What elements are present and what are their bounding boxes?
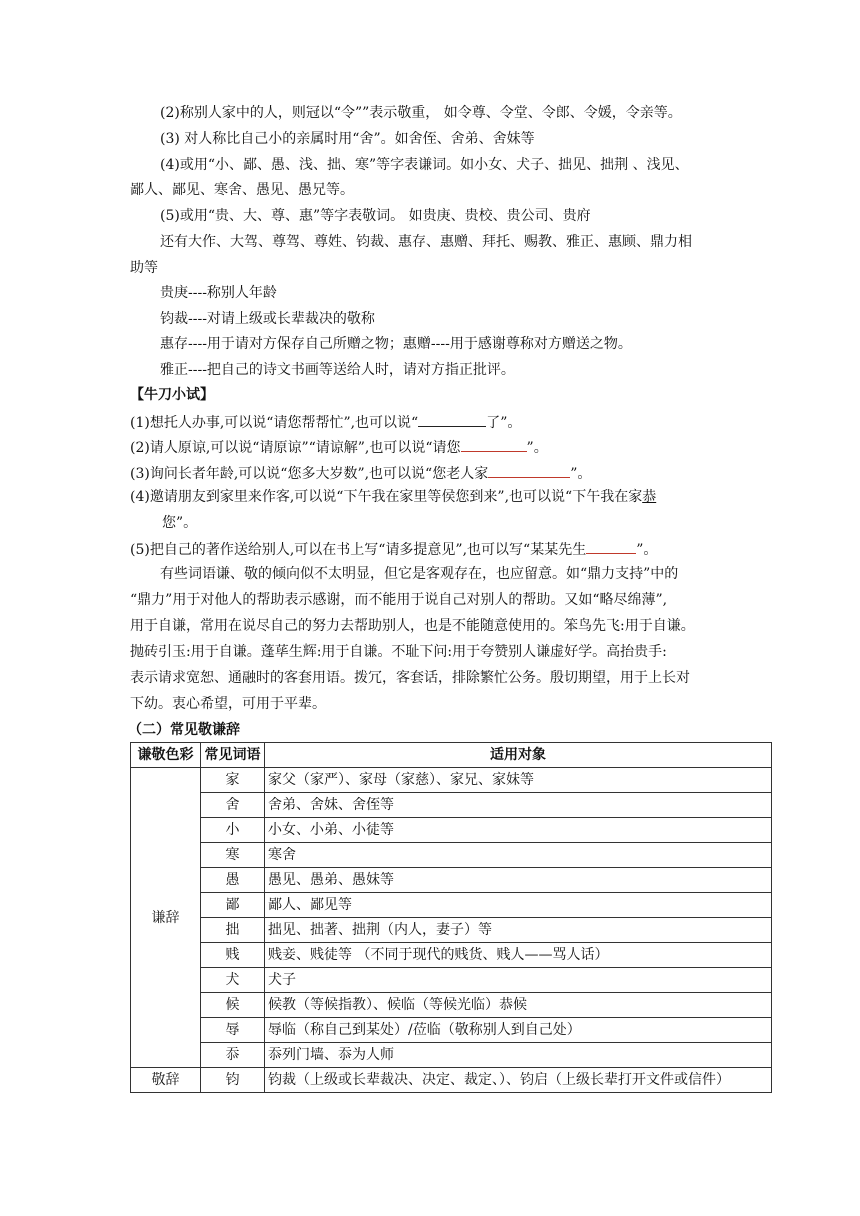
category-respect: 敬辞 xyxy=(131,1068,201,1093)
row-word: 拙 xyxy=(201,918,265,943)
definition-huicun: 惠存----用于请对方保存自己所赠之物；惠赠----用于感谢尊称对方赠送之物。 xyxy=(160,336,632,352)
row-usage: 犬子 xyxy=(265,968,772,993)
header-word: 常见词语 xyxy=(201,743,265,768)
notes-line-6: 下幼。衷心希望，可用于平辈。 xyxy=(130,696,326,712)
quiz-question-4-cont: 您”。 xyxy=(162,515,198,531)
row-usage: 愚见、愚弟、愚妹等 xyxy=(265,868,772,893)
row-usage: 家父（家严）、家母（家慈）、家兄、家妹等 xyxy=(265,768,772,793)
quiz-q3-text: (3)询问长者年龄,可以说“您多大岁数”,也可以说“您老人家 xyxy=(130,466,489,482)
quiz-q4-underlined: 恭 xyxy=(642,489,657,505)
table-row xyxy=(131,943,772,968)
paragraph-more-words-2: 助等 xyxy=(130,260,158,276)
quiz-q5-blank[interactable] xyxy=(586,539,636,554)
row-word: 忝 xyxy=(201,1043,265,1068)
quiz-question-2 xyxy=(130,437,770,457)
row-word: 舍 xyxy=(201,793,265,818)
definition-juncai: 钧裁----对请上级或长辈裁决的敬称 xyxy=(160,311,375,327)
table-row xyxy=(131,1043,772,1068)
table-row xyxy=(131,993,772,1018)
row-word: 家 xyxy=(201,768,265,793)
header-usage: 适用对象 xyxy=(265,743,772,768)
definition-guigeng: 贵庚----称别人年龄 xyxy=(160,285,277,301)
paragraph-humble-words-1: (4)或用“小、鄙、愚、浅、拙、寒”等字表谦词。如小女、犬子、拙见、拙荆 、浅见、 xyxy=(160,157,689,173)
row-usage: 钧裁（上级或长辈裁决、决定、裁定、）、钧启（上级长辈打开文件或信件） xyxy=(265,1068,772,1093)
row-word: 愚 xyxy=(201,868,265,893)
notes-line-5: 表示请求宽恕、通融时的客套用语。拨冗，客套话，排除繁忙公务。殷切期望，用于上长对 xyxy=(130,670,690,686)
row-word: 钧 xyxy=(201,1068,265,1093)
quiz-q3-blank[interactable] xyxy=(488,463,570,478)
paragraph-honorific-others: (2)称别人家中的人，则冠以“令””表示敬重， 如令尊、令堂、令郎、令媛，令亲等。 xyxy=(160,105,682,121)
quiz-q2-blank[interactable] xyxy=(461,437,527,452)
quiz-heading: 【牛刀小试】 xyxy=(130,387,214,403)
table-row xyxy=(131,893,772,918)
paragraph-more-words-1: 还有大作、大驾、尊驾、尊姓、钧裁、惠存、惠赠、拜托、赐教、雅正、惠顾、鼎力相 xyxy=(160,234,692,250)
quiz-q5-text: (5)把自己的著作送给别人,可以在书上写“请多提意见”,也可以写“某某先生 xyxy=(130,542,587,558)
notes-line-1: 有些词语谦、敬的倾向似不太明显，但它是客观存在，也应留意。如“鼎力支持”中的 xyxy=(160,566,679,582)
table-row xyxy=(131,1068,772,1093)
header-color: 谦敬色彩 xyxy=(131,743,201,768)
row-word: 寒 xyxy=(201,843,265,868)
row-usage: 舍弟、舍妹、舍侄等 xyxy=(265,793,772,818)
notes-line-4: 抛砖引玉:用于自谦。蓬荜生辉:用于自谦。不耻下问:用于夸赞别人谦虚好学。高抬贵手: xyxy=(130,644,667,660)
row-word: 辱 xyxy=(201,1018,265,1043)
table-row xyxy=(131,843,772,868)
row-usage: 忝列门墙、忝为人师 xyxy=(265,1043,772,1068)
notes-line-3: 用于自谦，常用在说尽自己的努力去帮助别人，也是不能随意使用的。笨鸟先飞:用于自谦。 xyxy=(130,618,695,634)
table-body xyxy=(131,768,772,1093)
quiz-question-4 xyxy=(130,488,770,506)
row-usage: 拙见、拙著、拙荆（内人，妻子）等 xyxy=(265,918,772,943)
quiz-q1-end: 了”。 xyxy=(486,415,522,431)
table-row xyxy=(131,793,772,818)
paragraph-humble-words-2: 鄙人、鄙见、寒舍、愚见、愚兄等。 xyxy=(130,182,354,198)
row-word: 候 xyxy=(201,993,265,1018)
category-humble: 谦辞 xyxy=(131,768,201,1068)
row-word: 小 xyxy=(201,818,265,843)
quiz-question-1 xyxy=(130,412,770,432)
quiz-q2-text: (2)请人原谅,可以说“请原谅”“请谅解”,也可以说“请您 xyxy=(130,440,461,456)
quiz-q4-text: (4)邀请朋友到家里来作客,可以说“下午我在家里等侯您到来”,也可以说“下午我在家 xyxy=(130,489,643,505)
quiz-q1-text: (1)想托人办事,可以说“请您帮帮忙”,也可以说“ xyxy=(130,415,419,431)
row-word: 鄙 xyxy=(201,893,265,918)
row-word: 犬 xyxy=(201,968,265,993)
honorific-table xyxy=(130,742,772,1093)
table-header-row xyxy=(131,743,772,768)
notes-line-2: “鼎力”用于对他人的帮助表示感谢，而不能用于说自己对别人的帮助。又如“略尽绵薄”, xyxy=(130,592,668,608)
section-title: （二）常见敬谦辞 xyxy=(128,722,240,738)
paragraph-she-relatives: (3) 对人称比自己小的亲属时用“舍”。如舍侄、舍弟、舍妹等 xyxy=(160,131,535,147)
table-row xyxy=(131,868,772,893)
row-usage: 鄙人、鄙见等 xyxy=(265,893,772,918)
definition-yazheng: 雅正----把自己的诗文书画等送给人时，请对方指正批评。 xyxy=(160,362,515,378)
row-word: 贱 xyxy=(201,943,265,968)
quiz-question-3 xyxy=(130,463,770,483)
quiz-q2-end: ”。 xyxy=(526,440,548,456)
table-row xyxy=(131,818,772,843)
row-usage: 候教（等候指教）、候临（等候光临）恭候 xyxy=(265,993,772,1018)
table-row xyxy=(131,1018,772,1043)
row-usage: 贱妾、贱徒等 （不同于现代的贱货、贱人——骂人话） xyxy=(265,943,772,968)
row-usage: 辱临（称自己到某处）/莅临（敬称别人到自己处） xyxy=(265,1018,772,1043)
quiz-q1-blank[interactable] xyxy=(418,412,486,427)
quiz-q3-end: ”。 xyxy=(570,466,592,482)
table-row xyxy=(131,918,772,943)
row-usage: 小女、小弟、小徒等 xyxy=(265,818,772,843)
quiz-q5-end: ”。 xyxy=(636,542,658,558)
table-row xyxy=(131,768,772,793)
table-row xyxy=(131,968,772,993)
row-usage: 寒舍 xyxy=(265,843,772,868)
paragraph-respect-words: (5)或用“贵、大、尊、惠”等字表敬词。 如贵庚、贵校、贵公司、贵府 xyxy=(160,208,591,224)
quiz-question-5 xyxy=(130,539,770,559)
